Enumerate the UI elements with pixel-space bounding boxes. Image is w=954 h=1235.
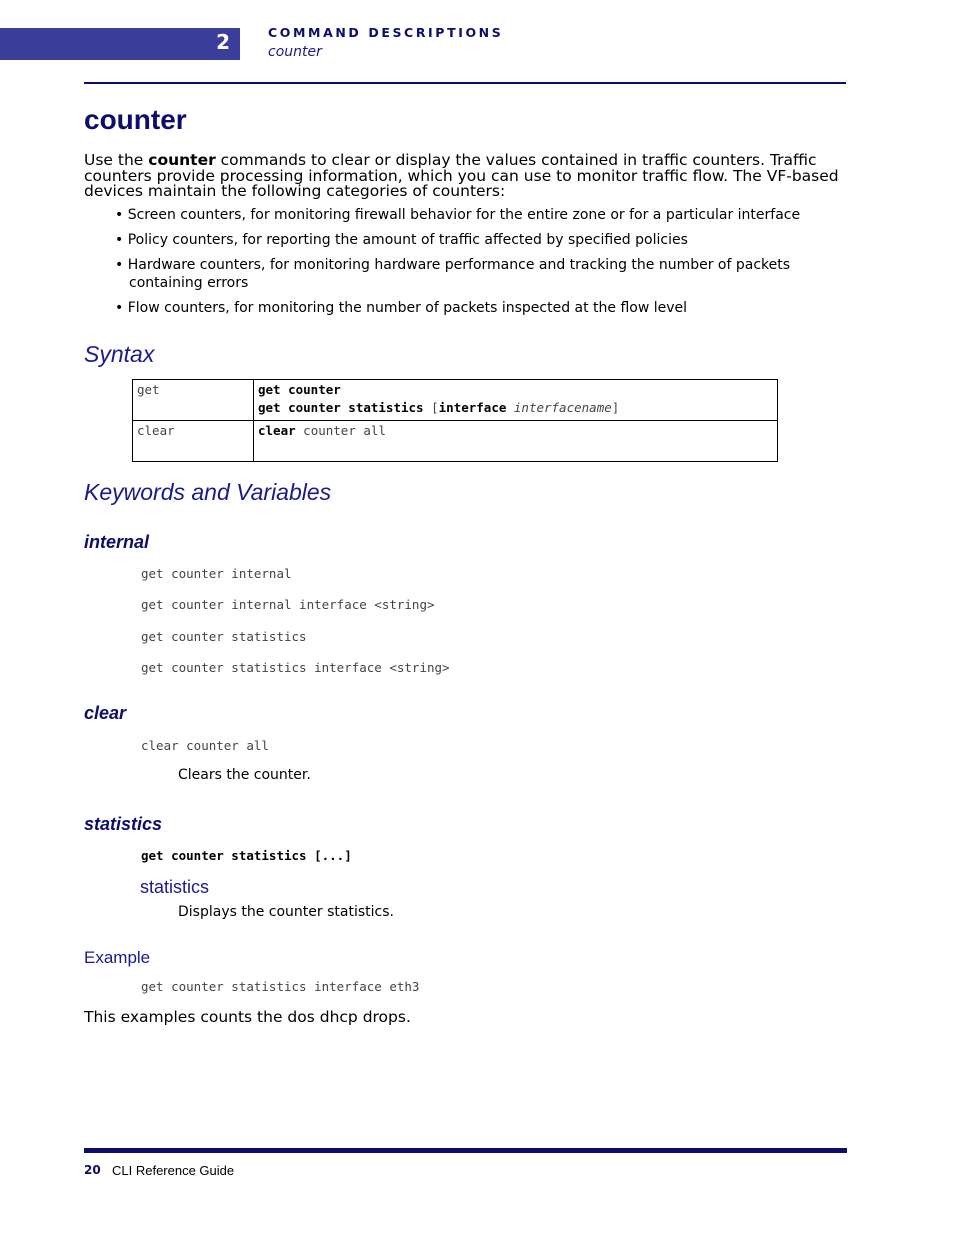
page-number: 20 (84, 1163, 101, 1177)
chapter-number: 2 (216, 30, 230, 54)
example-text: This examples counts the dos dhcp drops. (84, 1008, 411, 1026)
syntax-space (506, 400, 514, 415)
bullet-text: • Hardware counters, for monitoring hardware performance and tracking the number of packets (115, 257, 791, 273)
bullet-item (115, 206, 835, 224)
syntax-heading: Syntax (84, 341, 155, 367)
syntax-table (132, 379, 778, 462)
intro-text-bold: counter (148, 151, 216, 169)
footer-divider (84, 1148, 847, 1153)
code-line: clear counter all (141, 738, 269, 753)
bullet-text: • Flow counters, for monitoring the number of packets inspected at the flow level (115, 300, 688, 316)
footer-title: CLI Reference Guide (112, 1163, 235, 1178)
code-line: get counter internal (141, 566, 292, 581)
page-title: counter (84, 104, 187, 135)
bullet-text: • Screen counters, for monitoring firewall behavior for the entire zone or for a particular interface (115, 207, 801, 223)
intro-paragraph (84, 153, 846, 200)
clear-heading: clear (84, 703, 127, 723)
syntax-row (133, 421, 778, 462)
internal-heading: internal (84, 532, 150, 552)
example-heading: Example (84, 948, 151, 967)
syntax-command (254, 421, 778, 462)
running-header-topic: counter (268, 44, 322, 60)
code-line: get counter statistics interface <string> (141, 660, 450, 675)
intro-text-pre: Use the (84, 151, 149, 169)
syntax-keyword: get counter statistics (258, 400, 424, 415)
statistics-description: Displays the counter statistics. (178, 904, 394, 920)
syntax-keyword: interface (438, 400, 507, 415)
syntax-keyword: clear (258, 423, 296, 438)
syntax-command-line: get counter (258, 382, 341, 397)
statistics-label: statistics (140, 877, 210, 897)
bullet-text: • Policy counters, for reporting the amount of traffic affected by specified policies (115, 232, 688, 248)
bullet-item (115, 299, 835, 317)
syntax-bracket: ] (611, 400, 620, 415)
chapter-tab (0, 28, 240, 60)
clear-description: Clears the counter. (178, 767, 311, 783)
bullet-item (115, 231, 835, 249)
syntax-command (254, 380, 778, 421)
syntax-bracket: [ (423, 400, 439, 415)
code-line: get counter statistics (141, 629, 307, 644)
code-line: get counter statistics [...] (141, 848, 352, 863)
statistics-heading: statistics (84, 814, 163, 834)
bullet-item (115, 256, 835, 292)
syntax-args: counter all (295, 423, 386, 438)
running-header-section: COMMAND DESCRIPTIONS (268, 25, 504, 40)
code-line: get counter internal interface <string> (141, 597, 435, 612)
bullet-text-continued: containing errors (129, 275, 249, 291)
keywords-heading: Keywords and Variables (84, 479, 332, 505)
syntax-command-line (258, 400, 772, 415)
syntax-row (133, 380, 778, 421)
syntax-variable: interfacename (513, 400, 612, 415)
intro-text-post: commands to clear or display the values contained in traffic counters. Traffic counters provide processing information, which you can use to monitor traffic flow. The VF-based devices maintain the following categories of counters: (84, 151, 839, 200)
header-divider (84, 82, 846, 84)
code-line: get counter statistics interface eth3 (141, 979, 420, 994)
syntax-label: get (133, 380, 254, 421)
syntax-label: clear (133, 421, 254, 462)
